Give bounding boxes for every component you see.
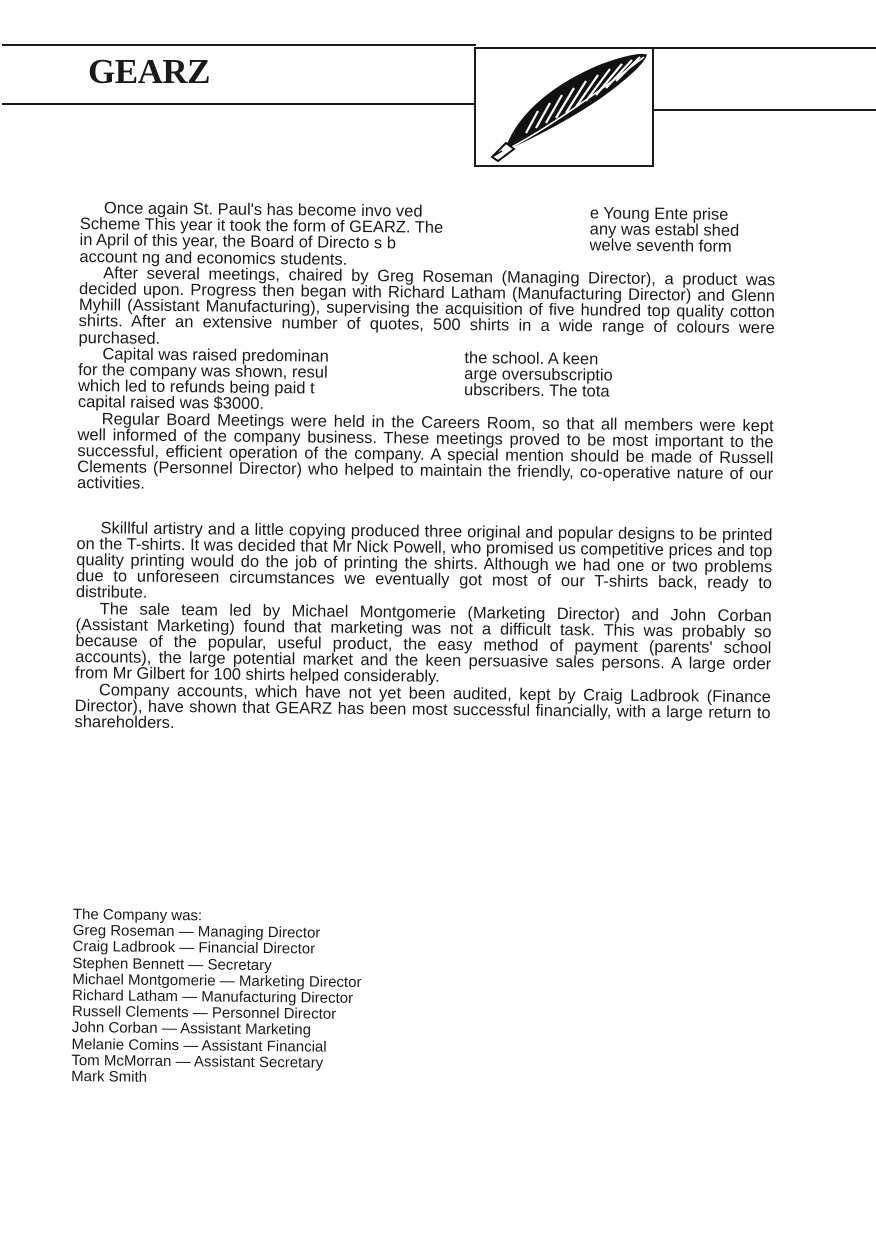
header-bottom-rule — [2, 103, 476, 105]
text-line: any was establ shed — [589, 220, 740, 241]
company-members-list — [71, 907, 362, 1088]
text-line: for the company was shown, resul — [78, 361, 328, 382]
text-line: arge oversubscriptio — [464, 365, 613, 385]
paragraph-intro — [79, 200, 776, 272]
header-top-rule-right — [654, 47, 876, 49]
text-line: in April of this year, the Board of Directo s b — [79, 231, 397, 253]
company-heading: The Company was: — [72, 906, 203, 925]
list-item: Greg Roseman — Managing Director — [72, 922, 321, 942]
list-item: Melanie Comins — Assistant Financial — [71, 1035, 327, 1056]
list-item: Tom McMorran — Assistant Secretary — [71, 1051, 324, 1072]
paragraph-product: After several meetings, chaired by Greg Roseman (Managing Director), a product was decided upon. Progress then began with Richard Latham (Manufacturing Director) and Glenn Myhill (Assistant Manufacturing), supervising the acquisition of five hundred top quality cotton shirts. After an extensive number of quotes, 500 shirts in a wide range of colours were purchased. — [78, 264, 776, 348]
list-item: John Corban — Assistant Marketing — [71, 1019, 312, 1039]
text-line: account ng and economics students. — [79, 247, 348, 269]
header-top-rule — [2, 44, 476, 46]
list-item: Michael Montgomerie — Marketing Director — [72, 970, 362, 991]
paragraph-accounts: Company accounts, which have not yet been audited, kept by Craig Ladbrook (Finance Director), have shown that GEARZ has been most successful financially, with a large return to shareholders. — [74, 680, 771, 733]
paragraph-capital-right — [464, 350, 665, 417]
text-line: which led to refunds being paid t — [77, 377, 315, 398]
list-item: Stephen Bennett — Secretary — [72, 954, 272, 974]
paragraph-meetings: Regular Board Meetings were held in the Careers Room, so that all members were kept well informed of the company business. These meetings proved to be most important to the successful, efficient operation of the company. A special mention should be made of Russell Clements (Personnel Director) who helped to maintain the friendly, co-operative nature of our activities. — [76, 409, 774, 494]
list-item: Richard Latham — Manufacturing Director — [71, 987, 354, 1007]
text-line: Once again St. Paul's has become invo ved — [103, 199, 423, 221]
text-line: the school. A keen — [464, 348, 599, 369]
list-item: Russell Clements — Personnel Director — [71, 1003, 337, 1023]
paragraph-intro-right — [589, 205, 776, 272]
text-line: capital raised was $3000. — [77, 393, 265, 414]
logo-frame — [474, 47, 654, 167]
paragraph-intro-left — [79, 200, 540, 270]
article-body — [74, 200, 776, 738]
paragraph-capital — [78, 346, 775, 418]
page-title: GEARZ — [88, 52, 210, 91]
paragraph-design: Skillful artistry and a little copying produced three original and popular designs to be printed on the T-shirts. It was decided that Mr Nick Powell, who promised us competitive prices and top quality printing would do the job of printing the shirts. Although we had one or two problems due to unforeseen circumstances we eventually got most of our T-shirts back, ready to distribute. — [75, 518, 773, 603]
text-line: ubscribers. The tota — [463, 381, 610, 401]
list-item: Mark Smith — [71, 1068, 148, 1086]
list-item: Craig Ladbrook — Financial Director — [72, 938, 316, 958]
text-line: e Young Ente prise — [589, 204, 729, 224]
quill-feather-icon — [476, 49, 652, 165]
header-bottom-rule-right — [654, 109, 876, 111]
paragraph-capital-left — [78, 346, 389, 414]
text-line: welve seventh form — [589, 236, 732, 257]
text-line: Capital was raised predominan — [102, 345, 330, 366]
paragraph-sales: The sale team led by Michael Montgomerie (Marketing Director) and John Corban (Assistant Marketing) found that marketing was not a difficult task. This was probably so because of the popular, useful product, the easy method of payment (parents' school accounts), the large potential market and the keen persuasive sales persons. A large order from Mr Gilbert for 100 shirts helped considerably. — [74, 599, 772, 687]
text-line: Scheme This year it took the form of GEARZ. The — [79, 215, 444, 238]
